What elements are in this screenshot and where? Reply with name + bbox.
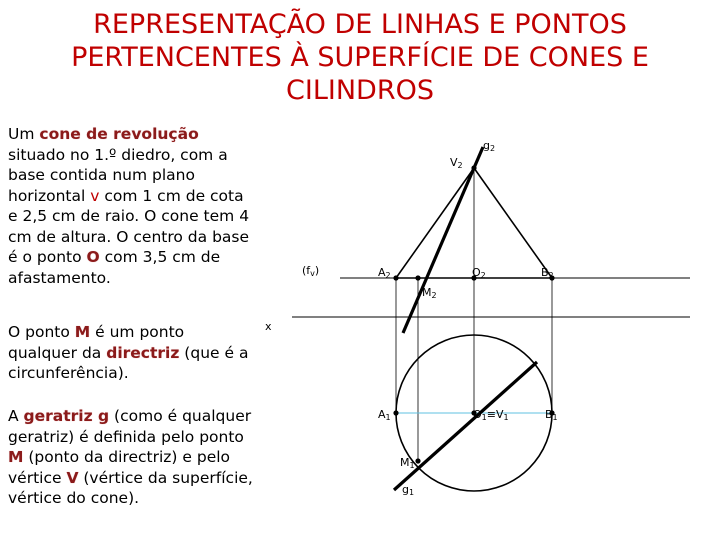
- label-m1: M1: [400, 456, 415, 470]
- label-a2: A2: [378, 266, 391, 280]
- text-segment: (vértice da superfície, vértice do cone).: [8, 468, 253, 507]
- label-b2: B2: [541, 266, 554, 280]
- title-line-2: PERTENCENTES À SUPERFÍCIE DE CONES E: [71, 42, 649, 73]
- point-a2: [393, 275, 398, 280]
- label-g1: g1: [402, 483, 415, 497]
- point-a1: [393, 410, 398, 415]
- label-g2: g2: [483, 139, 496, 153]
- text-segment: (que é a circunferência).: [8, 343, 249, 382]
- point-o-term: O: [86, 248, 100, 266]
- plane-v-term: v: [90, 186, 100, 205]
- point-m2: [415, 275, 420, 280]
- geratriz-term: geratriz g: [23, 407, 110, 425]
- text-segment: situado no 1.º diedro, com a base contida num plano horizontal: [8, 145, 228, 205]
- title-line-3: CILINDROS: [286, 75, 434, 106]
- label-o2: O2: [472, 266, 486, 280]
- cone-contour-right: [474, 168, 552, 278]
- text-segment: é um ponto qualquer da: [8, 323, 185, 362]
- directriz-term: directriz: [106, 343, 180, 362]
- label-fv: (fv): [302, 264, 320, 278]
- text-segment: Um: [8, 125, 40, 143]
- point-m-term: M: [8, 448, 24, 466]
- point-m-term: M: [74, 323, 91, 341]
- vertex-v-term: V: [66, 468, 79, 487]
- label-m2: M2: [422, 286, 437, 300]
- text-segment: O ponto: [8, 323, 75, 341]
- text-segment: (como é qualquer geratriz) é definida pelo ponto: [8, 407, 252, 446]
- label-o1-v1: O1≡V1: [473, 408, 509, 422]
- label-x-axis: x: [265, 320, 272, 333]
- text-segment: com 1 cm de cota e 2,5 cm de raio. O cone tem 4 cm de altura. O centro da base é o ponto: [8, 186, 250, 266]
- text-segment: (ponto da directriz) e pelo vértice: [8, 448, 231, 487]
- generatrix-g1-line: [394, 362, 537, 490]
- text-segment: com 3,5 cm de afastamento.: [8, 248, 221, 287]
- cone-term: cone de revolução: [39, 125, 199, 143]
- point-v2: [471, 165, 476, 170]
- text-segment: A: [8, 407, 24, 425]
- title-line-1: REPRESENTAÇÃO DE LINHAS E PONTOS: [93, 9, 627, 40]
- label-b1: B1: [545, 408, 558, 422]
- generatrix-g2-line: [403, 147, 483, 333]
- label-a1: A1: [378, 408, 391, 422]
- label-v2: V2: [450, 156, 463, 170]
- point-m1: [415, 458, 420, 463]
